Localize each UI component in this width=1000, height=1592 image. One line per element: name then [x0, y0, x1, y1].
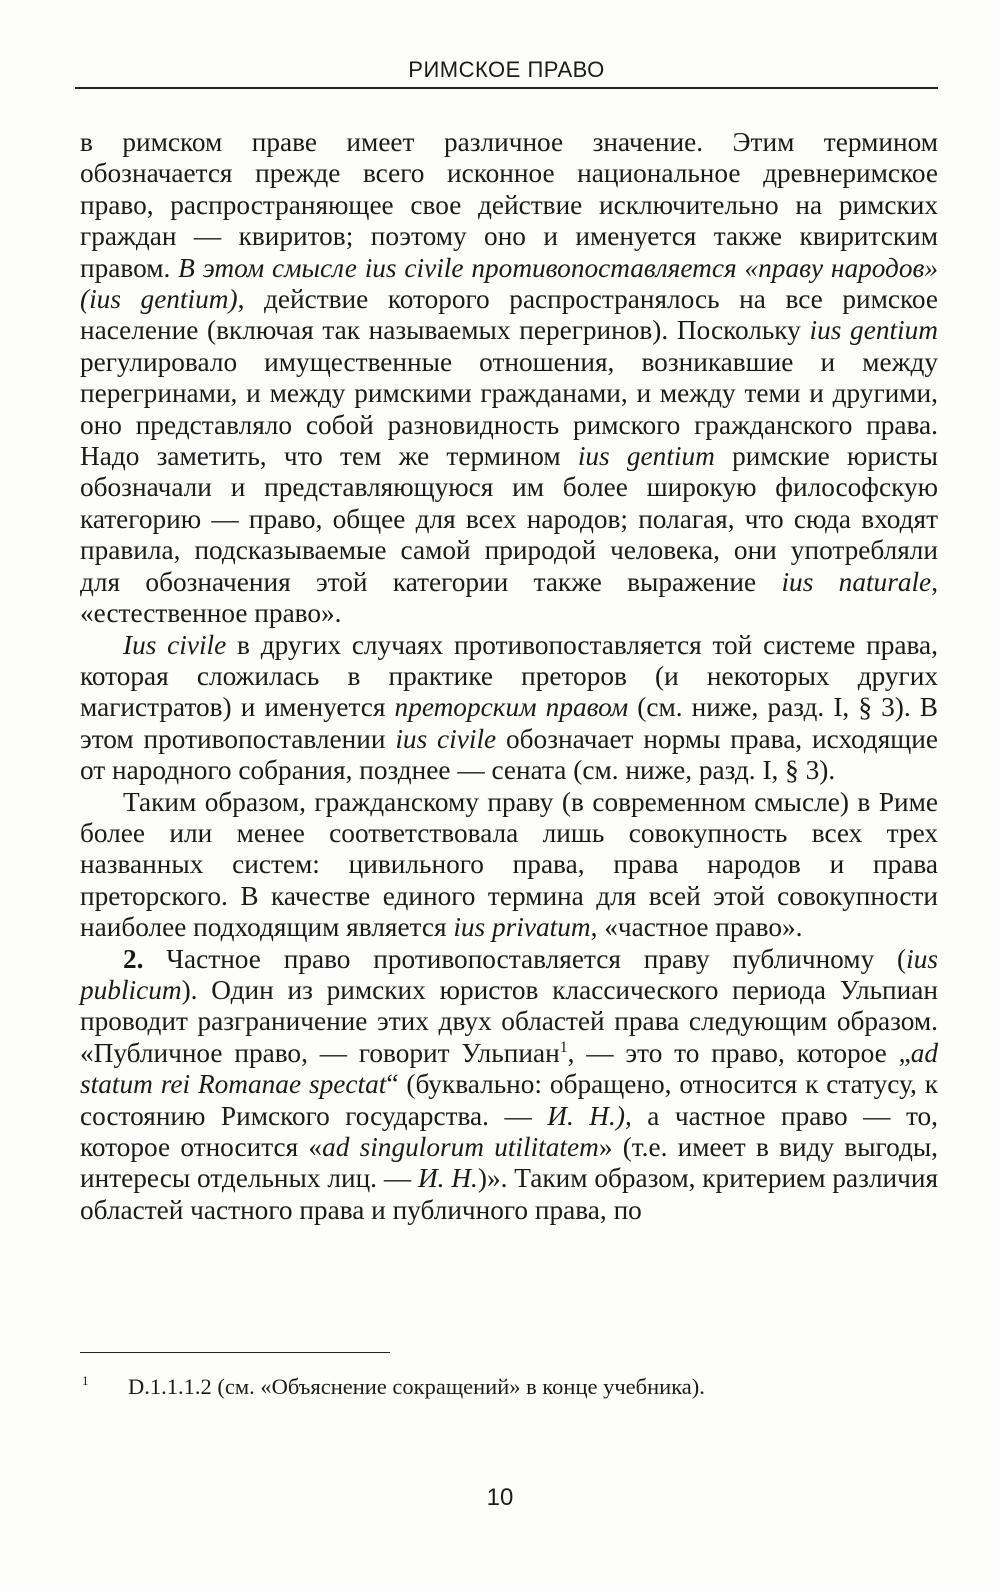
text-run: “ (буквально: обращено, относится к статусу, к состоянию Римского государства. — — [80, 1069, 938, 1131]
text-run: , «естественное право». — [80, 566, 939, 629]
text-run: 2. — [123, 943, 144, 974]
text-run: ius civile — [395, 723, 497, 754]
text-run: обозначает нормы права, исходящие от народного собрания, позднее — сената (см. ниже, разд. I, § 3). — [80, 723, 938, 786]
text-run: Таким образом, гражданскому праву (в современном смысле) в Риме более или менее соответствовала лишь совокупность всех трех названных систем: цивильного права, права народов и права преторского. В качестве единого термина для всей этой совокупности наиболее подходящим является — [80, 786, 938, 943]
text-run: преторским правом — [394, 692, 629, 723]
paragraph-1 — [80, 127, 938, 630]
text-run: В этом смысле — [178, 252, 365, 283]
text-run: , — это то право, которое „ — [567, 1037, 911, 1068]
footnote-ref: 1 — [559, 1038, 568, 1056]
text-run: , а частное право — то, которое относится « — [80, 1100, 939, 1162]
text-run: И. Н. — [417, 1163, 478, 1194]
text-run: И. Н.) — [547, 1100, 625, 1131]
text-run: ). Один из римских юристов классического периода Ульпиан проводит разграничение этих двух областей права следующим образом. «Публичное право, — говорит Ульпиан — [80, 974, 938, 1068]
footnote-text: D.1.1.1.2 (см. «Объяснение сокращений» в конце учебника). — [128, 1374, 705, 1399]
text-run: Ius civile — [123, 629, 227, 660]
text-run: ius naturale — [781, 566, 932, 597]
text-run: ius gentium — [809, 315, 938, 346]
text-run: ) — [228, 284, 238, 315]
text-run: ius civile — [364, 252, 464, 283]
text-run: Частное право противопоставляется праву публичному ( — [143, 943, 907, 974]
header-rule — [75, 87, 938, 89]
text-run: )». Таким образом, критерием различия областей частного права и публичного права, по — [80, 1163, 939, 1225]
footnote-rule — [80, 1352, 390, 1353]
text-run: , «частное право». — [590, 912, 803, 943]
text-run: в римском праве имеет различное значение. Этим термином обозначается прежде всего исконное национальное древнеримское право, распространяющее свое действие исключительно на римских граждан — квиритов; поэтому оно и именуется также квиритским правом. — [80, 127, 938, 283]
running-head: РИМСКОЕ ПРАВО — [408, 57, 605, 82]
main-text — [80, 127, 938, 1226]
footnote-mark: 1 — [82, 1373, 89, 1388]
text-run: ad statum rei Romanae spectat — [80, 1037, 938, 1100]
paragraph-2 — [80, 630, 938, 787]
page-number: 10 — [486, 1484, 514, 1511]
paragraph-3 — [80, 787, 938, 944]
text-run: ius publicum — [80, 943, 938, 1005]
text-run: ius privatum — [453, 912, 591, 943]
text-run: ad singulorum utilitatem — [322, 1132, 599, 1162]
text-run: в других случаях противопоставляется той системе права, которая сложилась в практике преторов (и некоторых других магистратов) и именуется — [80, 629, 938, 723]
paragraph-4 — [80, 944, 938, 1227]
text-run: (см. ниже, разд. I, § 3). В этом противопоставлении — [80, 692, 938, 754]
text-run: ius gentium — [577, 441, 715, 472]
text-run: ius gentium — [89, 284, 229, 315]
text-run: , действие которого распространялось на все римское население (включая так называемых перегринов). Поскольку — [80, 284, 938, 346]
text-run: противопоставляется «праву народов» ( — [80, 252, 938, 315]
text-run: » (т.е. имеет в виду выгоды, интересы отдельных лиц. — — [80, 1132, 938, 1194]
text-run: римские юристы обозначали и представляющуюся им более широкую философскую категорию — право, общее для всех народов; полагая, что сюда входят правила, подсказываемые самой природой человека, они употребляли для обозначения этой категории также выражение — [80, 441, 938, 597]
text-run: регулировало имущественные отношения, возникавшие и между перегринами, и между римскими гражданами, и между теми и другими, оно представляло собой разновидность римского гражданского права. Надо заметить, что тем же термином — [80, 346, 938, 472]
